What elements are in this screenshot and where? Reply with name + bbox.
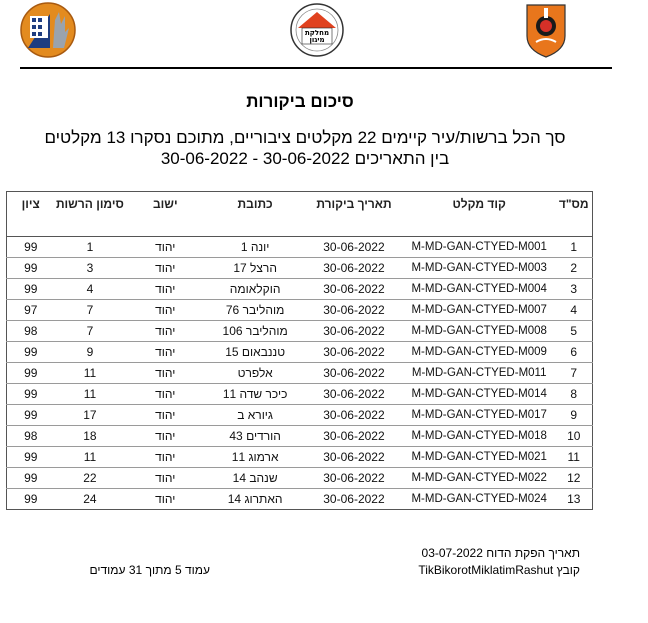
cell-score: 98 xyxy=(7,426,55,447)
header-divider xyxy=(20,67,612,69)
cell-address: כיכר שדה 11 xyxy=(205,384,305,405)
cell-address: הרצל 17 xyxy=(205,258,305,279)
cell-score: 99 xyxy=(7,405,55,426)
col-header-date: תאריך ביקורת xyxy=(305,192,403,237)
cell-settlement: יהוד xyxy=(125,321,205,342)
cell-settlement: יהוד xyxy=(125,300,205,321)
cell-num: 13 xyxy=(567,492,581,506)
cell-address: האתרוג 14 xyxy=(227,492,283,506)
cell-score: 99 xyxy=(7,279,55,300)
cell-score: 99 xyxy=(7,342,55,363)
cell-authority: 11 xyxy=(54,363,125,384)
col-header-address: כתובת xyxy=(205,192,305,237)
cell-code: M-MD-GAN-CTYED-M018 xyxy=(403,426,556,447)
cell-authority: 7 xyxy=(54,300,125,321)
cell-settlement: יהוד xyxy=(125,258,205,279)
cell-address: מוהליבר 76 xyxy=(205,300,305,321)
cell-address: הוקלאומה xyxy=(205,279,305,300)
cell-score: 99 xyxy=(7,468,55,489)
cell-code: M-MD-GAN-CTYED-M011 xyxy=(403,363,556,384)
cell-num: 4 xyxy=(556,300,593,321)
cell-address: אלפרט xyxy=(205,363,305,384)
cell-settlement: יהוד xyxy=(125,426,205,447)
building-emblem-icon xyxy=(20,2,76,58)
cell-score: 99 xyxy=(7,363,55,384)
col-header-authority: סימון הרשות xyxy=(54,192,125,237)
cell-authority: 11 xyxy=(54,384,125,405)
cell-code: M-MD-GAN-CTYED-M017 xyxy=(403,405,556,426)
cell-code: M-MD-GAN-CTYED-M014 xyxy=(403,384,556,405)
logo-text-line1: מחלקת xyxy=(304,29,330,37)
cell-settlement: יהוד xyxy=(125,279,205,300)
cell-authority: 7 xyxy=(54,321,125,342)
col-header-settlement: ישוב xyxy=(125,192,205,237)
cell-settlement: יהוד xyxy=(155,492,176,506)
cell-settlement: יהוד xyxy=(125,342,205,363)
table-row xyxy=(7,489,593,510)
table-row xyxy=(7,321,593,342)
table-row xyxy=(7,426,593,447)
page-number: עמוד 5 מתוך 31 עמודים xyxy=(89,563,210,577)
cell-date: 30-06-2022 xyxy=(305,447,403,468)
cell-num: 9 xyxy=(556,405,593,426)
shelter-department-logo xyxy=(288,2,346,58)
cell-address: טננבאום 15 xyxy=(205,342,305,363)
cell-num: 11 xyxy=(556,447,593,468)
cell-address: מוהליבר 106 xyxy=(205,321,305,342)
cell-address: שנהב 14 xyxy=(205,468,305,489)
cell-settlement: יהוד xyxy=(125,237,205,258)
cell-authority: 4 xyxy=(54,279,125,300)
cell-code: M-MD-GAN-CTYED-M024 xyxy=(411,493,547,505)
cell-address: ארמוג 11 xyxy=(205,447,305,468)
cell-score: 98 xyxy=(7,321,55,342)
col-header-num: מס"ד xyxy=(556,192,593,237)
cell-date: 30-06-2022 xyxy=(305,237,403,258)
cell-date: 30-06-2022 xyxy=(305,258,403,279)
cell-settlement: יהוד xyxy=(125,363,205,384)
cell-score: 99 xyxy=(24,492,38,506)
table-row xyxy=(7,342,593,363)
cell-authority: 3 xyxy=(54,258,125,279)
cell-num: 5 xyxy=(556,321,593,342)
table-row xyxy=(7,237,593,258)
cell-code: M-MD-GAN-CTYED-M007 xyxy=(403,300,556,321)
cell-code: M-MD-GAN-CTYED-M001 xyxy=(403,237,556,258)
report-title: סיכום ביקורות xyxy=(246,92,354,111)
cell-date: 30-06-2022 xyxy=(305,279,403,300)
cell-num: 3 xyxy=(556,279,593,300)
cell-code: M-MD-GAN-CTYED-M008 xyxy=(403,321,556,342)
cell-settlement: יהוד xyxy=(125,468,205,489)
report-summary xyxy=(40,127,570,169)
cell-score: 99 xyxy=(7,447,55,468)
cell-code: M-MD-GAN-CTYED-M009 xyxy=(403,342,556,363)
cell-num: 6 xyxy=(556,342,593,363)
cell-score: 99 xyxy=(7,258,55,279)
cell-authority: 17 xyxy=(54,405,125,426)
cell-code: M-MD-GAN-CTYED-M004 xyxy=(403,279,556,300)
table-row xyxy=(7,363,593,384)
cell-num: 1 xyxy=(556,237,593,258)
cell-date: 30-06-2022 xyxy=(305,300,403,321)
cell-date: 30-06-2022 xyxy=(305,405,403,426)
cell-date: 30-06-2022 xyxy=(305,342,403,363)
table-row xyxy=(7,405,593,426)
table-row xyxy=(7,300,593,321)
table-row xyxy=(7,468,593,489)
report-produced-date: תאריך הפקת הדוח 03-07-2022 xyxy=(421,546,580,560)
table-row xyxy=(7,447,593,468)
table-row xyxy=(7,384,593,405)
cell-authority: 24 xyxy=(83,492,97,506)
cell-address: הורדים 43 xyxy=(205,426,305,447)
summary-line-2: בין התאריכים 30-06-2022 - 30-06-2022 xyxy=(160,149,450,168)
cell-settlement: יהוד xyxy=(125,384,205,405)
summary-line-1: סך הכל ברשות/עיר קיימים 22 מקלטים ציבוריים, מתוכם נסקרו 13 מקלטים xyxy=(44,128,566,147)
report-file-name: קובץ TikBikorotMiklatimRashut xyxy=(418,563,580,577)
cell-address: יונה 1 xyxy=(205,237,305,258)
home-front-command-emblem xyxy=(524,2,568,58)
cell-date: 30-06-2022 xyxy=(323,492,385,506)
cell-date: 30-06-2022 xyxy=(305,363,403,384)
cell-code: M-MD-GAN-CTYED-M021 xyxy=(403,447,556,468)
col-header-score: ציון xyxy=(7,192,55,237)
col-header-code: קוד מקלט xyxy=(403,192,556,237)
table-row xyxy=(7,258,593,279)
cell-date: 30-06-2022 xyxy=(305,384,403,405)
cell-num: 2 xyxy=(556,258,593,279)
table-row xyxy=(7,279,593,300)
cell-address: גיורא ב xyxy=(205,405,305,426)
cell-authority: 18 xyxy=(54,426,125,447)
logo-text-line2: מיגון xyxy=(309,36,325,44)
cell-settlement: יהוד xyxy=(125,447,205,468)
cell-score: 97 xyxy=(7,300,55,321)
cell-num: 12 xyxy=(556,468,593,489)
cell-authority: 9 xyxy=(54,342,125,363)
cell-settlement: יהוד xyxy=(125,405,205,426)
cell-authority: 1 xyxy=(54,237,125,258)
cell-authority: 22 xyxy=(54,468,125,489)
cell-code: M-MD-GAN-CTYED-M003 xyxy=(403,258,556,279)
cell-date: 30-06-2022 xyxy=(305,468,403,489)
cell-authority: 11 xyxy=(54,447,125,468)
cell-num: 8 xyxy=(556,384,593,405)
cell-date: 30-06-2022 xyxy=(305,426,403,447)
cell-date: 30-06-2022 xyxy=(305,321,403,342)
cell-score: 99 xyxy=(7,237,55,258)
inspections-table xyxy=(6,191,593,510)
cell-code: M-MD-GAN-CTYED-M022 xyxy=(403,468,556,489)
table-header-row xyxy=(7,192,593,237)
cell-num: 7 xyxy=(556,363,593,384)
cell-score: 99 xyxy=(7,384,55,405)
cell-num: 10 xyxy=(556,426,593,447)
